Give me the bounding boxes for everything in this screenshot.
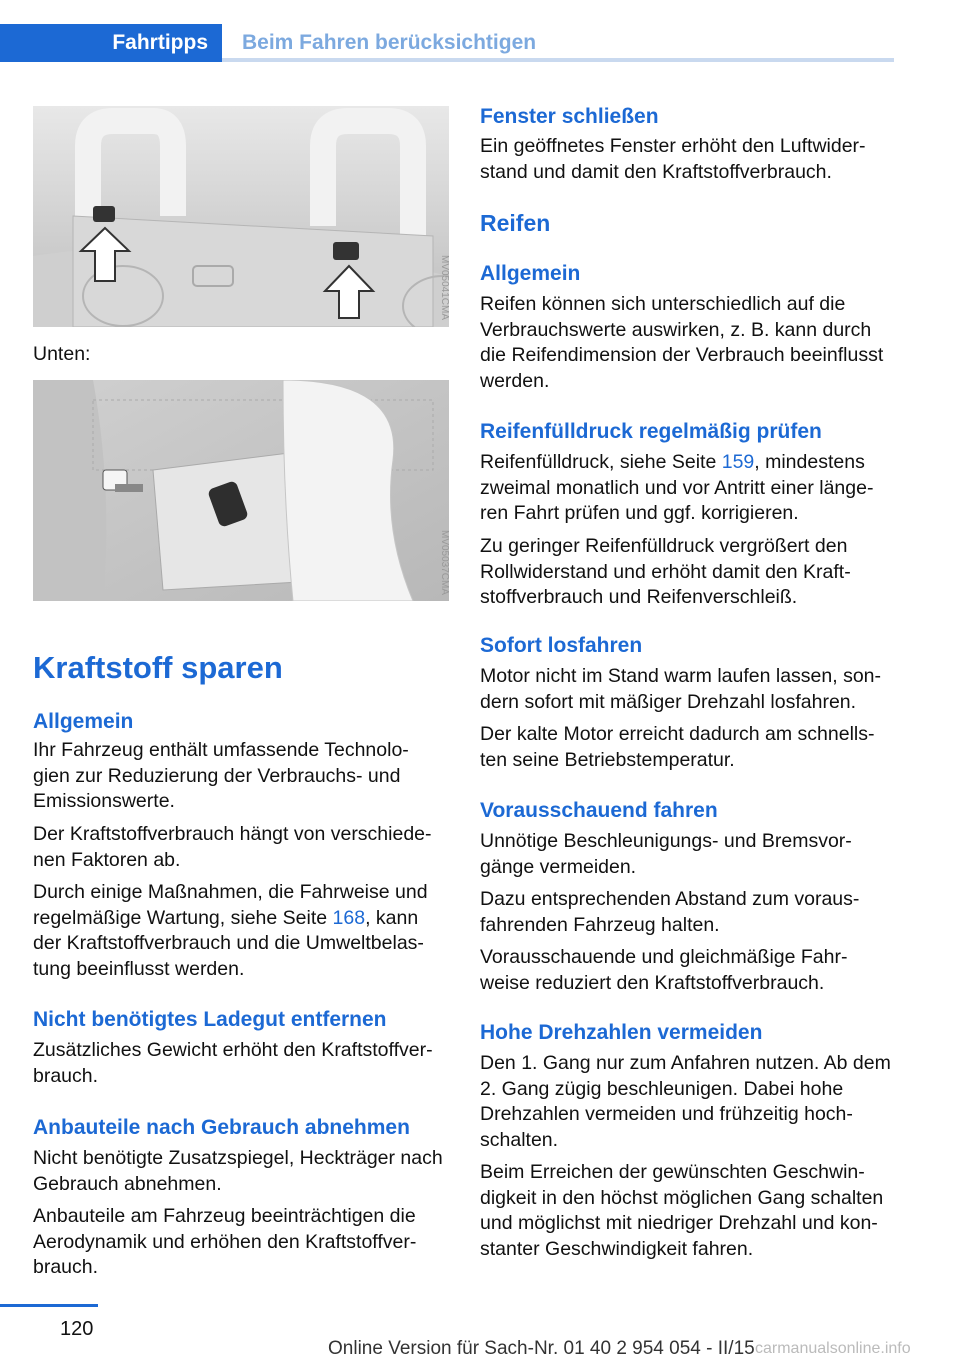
text: Reifenfülldruck, siehe Seite xyxy=(480,451,722,473)
paragraph: Nicht benötigte Zusatzspiegel, Heckträger nach Gebrauch abnehmen. xyxy=(33,1147,443,1195)
page-link-168[interactable]: 168 xyxy=(332,906,366,929)
paragraph: Anbauteile am Fahrzeug beeinträchtigen die Aerodynamik und erhöhen den Kraftstoffver‐ brauch. xyxy=(33,1205,417,1278)
heading-reifenfuelldruck: Reifenfülldruck regelmäßig prüfen xyxy=(480,420,822,443)
paragraph: Zu geringer Reifenfülldruck vergrößert den Rollwiderstand und erhöht damit den Kraft‐ stoffverbrauch und Reifenverschleiß. xyxy=(480,535,851,608)
title-reifen: Reifen xyxy=(480,210,551,236)
footer-divider xyxy=(0,1304,98,1307)
caption-unten: Unten: xyxy=(33,343,91,365)
page-number: 120 xyxy=(60,1318,94,1340)
footer-version: Online Version für Sach-Nr. 01 40 2 954 054 - II/15 xyxy=(328,1338,755,1359)
paragraph: Den 1. Gang nur zum Anfahren nutzen. Ab dem 2. Gang zügig beschleunigen. Dabei hohe Drehzahlen vermeiden und frühzeitig hoch‐ schalten. xyxy=(480,1052,891,1151)
heading-vorausschauend: Vorausschauend fahren xyxy=(480,799,718,822)
paragraph: Zusätzliches Gewicht erhöht den Kraftstoffver‐ brauch. xyxy=(33,1039,433,1087)
paragraph: Unnötige Beschleunigungs- und Bremsvor‐ gänge vermeiden. xyxy=(480,830,852,878)
paragraph: Vorausschauende und gleichmäßige Fahr‐ weise reduziert den Kraftstoffverbrauch. xyxy=(480,946,848,994)
text: , kann der Kraftstoffverbrauch und die Umweltbelas‐ tung beeinflusst werden. xyxy=(33,906,424,980)
figure-rollbars xyxy=(33,106,449,327)
paragraph: Beim Erreichen der gewünschten Geschwin‐ digkeit in den höchst möglichen Gang schalten und möglichst mit niedriger Drehzahl und kon‐ stanter Geschwindigkeit fahren. xyxy=(480,1161,884,1260)
title-kraftstoff-sparen: Kraftstoff sparen xyxy=(33,650,283,685)
paragraph: Ihr Fahrzeug enthält umfassende Technolo‐ gien zur Reduzierung der Verbrauchs- und Emissionswerte. xyxy=(33,739,409,812)
heading-fenster: Fenster schließen xyxy=(480,105,659,128)
figure-code: MV05041CMA xyxy=(439,255,450,321)
paragraph: Der Kraftstoffverbrauch hängt von verschiede‐ nen Faktoren ab. xyxy=(33,823,432,871)
mount-hole-right xyxy=(333,242,359,260)
paragraph: Der kalte Motor erreicht dadurch am schnells‐ ten seine Betriebstemperatur. xyxy=(480,723,875,771)
page-header xyxy=(0,0,960,62)
paragraph-with-link xyxy=(33,880,449,982)
paragraph: Reifen können sich unterschiedlich auf die Verbrauchswerte auswirken, z. B. kann durch die Reifendimension der Verbrauch beeinflusst werden. xyxy=(480,293,884,392)
header-section-tab[interactable]: Fahrtipps xyxy=(0,24,222,62)
paragraph-with-link xyxy=(480,450,898,527)
figure-lower-interior xyxy=(33,380,449,601)
heading-hohe-drehzahlen: Hohe Drehzahlen vermeiden xyxy=(480,1021,763,1044)
heading-allgemein-reifen: Allgemein xyxy=(480,262,581,285)
heading-sofort-losfahren: Sofort losfahren xyxy=(480,634,643,657)
figure-rollbars-illustration xyxy=(33,106,449,327)
watermark: carmanualsonline.info xyxy=(755,1340,911,1357)
heading-anbauteile: Anbauteile nach Gebrauch abnehmen xyxy=(33,1116,410,1139)
header-subsection-tab[interactable]: Beim Fahren berücksichtigen xyxy=(242,31,537,54)
heading-ladegut: Nicht benötigtes Ladegut entfernen xyxy=(33,1008,387,1031)
mount-hole-left xyxy=(93,206,115,222)
paragraph: Motor nicht im Stand warm laufen lassen, son‐ dern sofort mit mäßiger Drehzahl losfahren. xyxy=(480,665,882,713)
page-link-159[interactable]: 159 xyxy=(721,451,755,473)
text: , mindestens zweimal monatlich und vor Antritt einer länge‐ ren Fahrt prüfen und ggf. korrigieren. xyxy=(480,451,874,524)
heading-allgemein: Allgemein xyxy=(33,710,134,733)
figure-lower-illustration xyxy=(33,380,449,601)
text: Durch einige Maßnahmen, die Fahrweise und regelmäßige Wartung, siehe Seite xyxy=(33,881,428,929)
figure-code: MV05037CMA xyxy=(439,530,450,596)
paragraph: Ein geöffnetes Fenster erhöht den Luftwider‐ stand und damit den Kraftstoffverbrauch. xyxy=(480,135,866,183)
paragraph: Dazu entsprechenden Abstand zum voraus‐ fahrenden Fahrzeug halten. xyxy=(480,888,860,936)
